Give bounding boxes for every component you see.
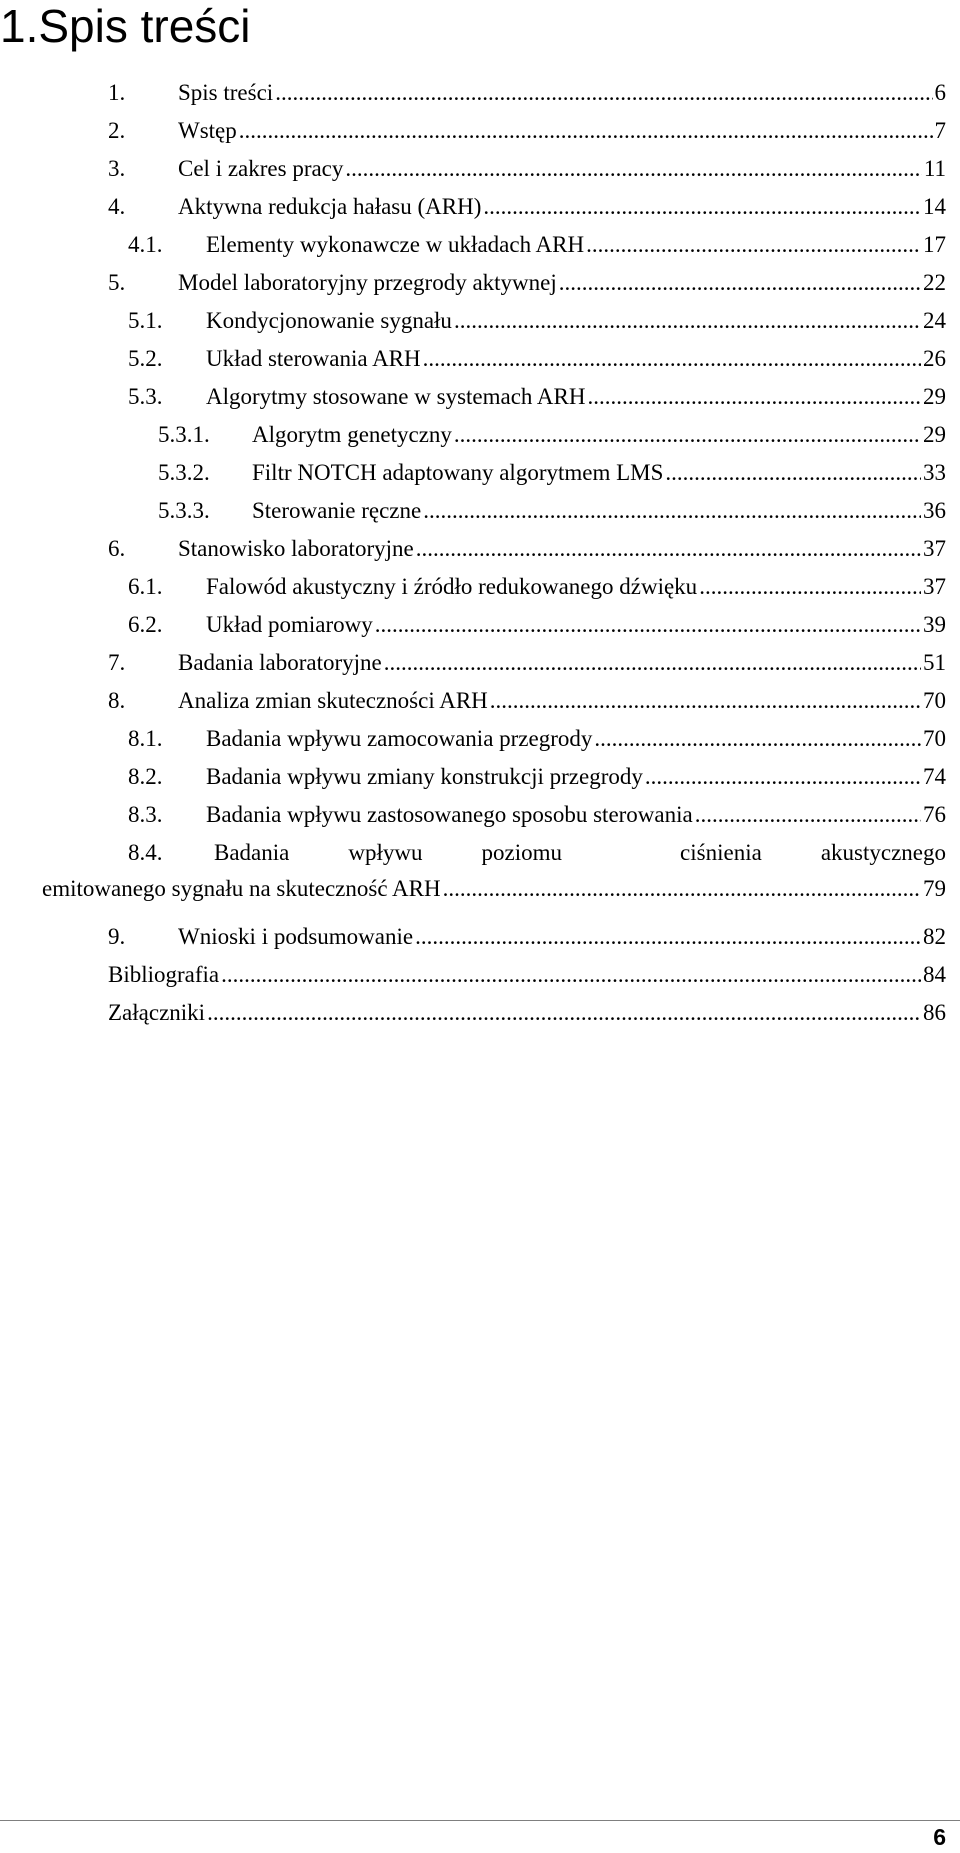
toc-entry-title: Stanowisko laboratoryjne xyxy=(178,536,414,561)
toc-entry-page: 76 xyxy=(923,802,946,827)
toc-entry-number: 8.1. xyxy=(128,726,163,751)
toc-entry-2[interactable] xyxy=(108,113,946,149)
toc-entry-number: 5.2. xyxy=(128,346,163,371)
toc-dot-leader xyxy=(221,957,921,993)
toc-entry-4[interactable] xyxy=(108,189,946,225)
toc-entry-5-3-3[interactable] xyxy=(158,493,946,529)
toc-entry-page: 26 xyxy=(923,346,946,371)
toc-entry-page: 70 xyxy=(923,688,946,713)
toc-entry-page: 14 xyxy=(923,194,946,219)
toc-entry-number: 5.3.1. xyxy=(158,422,210,447)
toc-dot-leader xyxy=(375,607,921,643)
toc-entry-title: Cel i zakres pracy xyxy=(178,156,344,181)
toc-entry-number: 5.3.3. xyxy=(158,498,210,523)
toc-entry-8-1[interactable] xyxy=(128,721,946,757)
toc-entry-word: poziomu xyxy=(481,840,563,865)
toc-entry-3[interactable] xyxy=(108,151,946,187)
toc-dot-leader xyxy=(423,493,921,529)
toc-entry-page: 39 xyxy=(923,612,946,637)
toc-dot-leader xyxy=(345,151,921,187)
toc-entry-8-2[interactable] xyxy=(128,759,946,795)
toc-entry-page: 36 xyxy=(923,498,946,523)
toc-dot-leader xyxy=(665,455,921,491)
toc-entry-title: Załączniki xyxy=(108,1000,206,1025)
toc-entry-6[interactable] xyxy=(108,531,946,567)
toc-entry-5[interactable] xyxy=(108,265,946,301)
toc-entry-number: 1. xyxy=(108,80,126,105)
toc-entry-6-2[interactable] xyxy=(128,607,946,643)
toc-entry-number: 6. xyxy=(108,536,126,561)
toc-entry-8-4[interactable] xyxy=(42,835,946,907)
toc-dot-leader xyxy=(587,379,921,415)
toc-entry-number: 5.1. xyxy=(128,308,163,333)
toc-entry-page: 29 xyxy=(923,422,946,447)
toc-entry-page: 11 xyxy=(923,156,946,181)
toc-entry-page: 82 xyxy=(923,924,946,949)
toc-dot-leader xyxy=(490,683,921,719)
toc-entry-page: 33 xyxy=(923,460,946,485)
toc-entry-number: 4.1. xyxy=(128,232,163,257)
toc-entry-8[interactable] xyxy=(108,683,946,719)
toc-entry-title: Analiza zmian skuteczności ARH xyxy=(178,688,488,713)
toc-entry-title: Badania wpływu zastosowanego sposobu sterowania xyxy=(206,802,693,827)
toc-entry-number: 7. xyxy=(108,650,126,675)
toc-dot-leader xyxy=(423,341,921,377)
toc-dot-leader xyxy=(695,797,921,833)
toc-entry-number: 3. xyxy=(108,156,126,181)
toc-entry-title: Aktywna redukcja hałasu (ARH) xyxy=(178,194,482,219)
toc-entry-number: 8.2. xyxy=(128,764,163,789)
toc-entry-page: 51 xyxy=(923,650,946,675)
toc-entry-title: Wnioski i podsumowanie xyxy=(178,924,414,949)
toc-entry-title: Sterowanie ręczne xyxy=(252,498,422,523)
toc-dot-leader xyxy=(384,645,921,681)
toc-entry-title: Bibliografia xyxy=(108,962,220,987)
toc-dot-leader xyxy=(239,113,933,149)
toc-dot-leader xyxy=(483,189,921,225)
footer-page-number: 6 xyxy=(933,1824,946,1850)
toc-entry-page: 86 xyxy=(923,1000,946,1025)
toc-entry-number: 8.4. xyxy=(128,840,163,865)
toc-entry-title: Elementy wykonawcze w układach ARH xyxy=(206,232,585,257)
toc-entry-title: Badania wpływu zamocowania przegrody xyxy=(206,726,593,751)
toc-dot-leader xyxy=(559,265,921,301)
toc-entry-page: 17 xyxy=(923,232,946,257)
toc-entry-number: 5.3.2. xyxy=(158,460,210,485)
toc-entry-title: Wstęp xyxy=(178,118,237,143)
toc-entry-title: Algorytmy stosowane w systemach ARH xyxy=(206,384,586,409)
toc-entry-first-line xyxy=(42,835,946,871)
toc-entry-number: 9. xyxy=(108,924,126,949)
toc-dot-leader xyxy=(586,227,921,263)
toc-entry-word: Badania xyxy=(214,840,290,865)
toc-entry-title: Model laboratoryjny przegrody aktywnej xyxy=(178,270,557,295)
toc-entry-page: 7 xyxy=(934,118,946,143)
toc-entry-number: 2. xyxy=(108,118,126,143)
toc-entry-number: 8.3. xyxy=(128,802,163,827)
toc-entry-5-2[interactable] xyxy=(128,341,946,377)
toc-entry-bibliografia[interactable] xyxy=(108,957,946,993)
toc-entry-title: Falowód akustyczny i źródło redukowanego dźwięku xyxy=(206,574,698,599)
footer-divider xyxy=(0,1820,960,1821)
toc-entry-page: 84 xyxy=(923,962,946,987)
toc-dot-leader xyxy=(454,303,921,339)
toc-entry-title: Układ sterowania ARH xyxy=(206,346,421,371)
toc-entry-page: 74 xyxy=(923,764,946,789)
toc-entry-title: Badania laboratoryjne xyxy=(178,650,382,675)
toc-entry-6-1[interactable] xyxy=(128,569,946,605)
toc-entry-word: ciśnienia xyxy=(680,840,762,865)
toc-entry-page: 22 xyxy=(923,270,946,295)
toc-entry-title: Badania wpływu zmiany konstrukcji przegrody xyxy=(206,764,643,789)
toc-entry-word: akustycznego xyxy=(820,840,946,865)
toc-entry-title: Filtr NOTCH adaptowany algorytmem LMS xyxy=(252,460,664,485)
toc-dot-leader xyxy=(416,531,921,567)
toc-entry-number: 8. xyxy=(108,688,126,713)
toc-entry-title: Spis treści xyxy=(178,80,274,105)
toc-entry-zalaczniki[interactable] xyxy=(108,995,946,1031)
toc-entry-number: 6.1. xyxy=(128,574,163,599)
toc-entry-title: Kondycjonowanie sygnału xyxy=(206,308,452,333)
toc-entry-page: 6 xyxy=(934,80,946,105)
toc-entry-title: emitowanego sygnału na skuteczność ARH xyxy=(42,876,441,901)
toc-dot-leader xyxy=(594,721,921,757)
toc-entry-9[interactable] xyxy=(108,919,946,955)
toc-entry-page: 24 xyxy=(923,308,946,333)
toc-entry-5-1[interactable] xyxy=(128,303,946,339)
toc-entry-number: 5.3. xyxy=(128,384,163,409)
toc-entry-7[interactable] xyxy=(108,645,946,681)
toc-entry-title: Algorytm genetyczny xyxy=(252,422,452,447)
toc-dot-leader xyxy=(415,919,921,955)
toc-dot-leader xyxy=(443,871,921,907)
toc-entry-5-3[interactable] xyxy=(128,379,946,415)
toc-entry-page: 79 xyxy=(923,876,946,901)
toc-dot-leader xyxy=(275,75,932,111)
toc-entry-title: Układ pomiarowy xyxy=(206,612,373,637)
toc-entry-page: 29 xyxy=(923,384,946,409)
toc-entry-5-3-2[interactable] xyxy=(158,455,946,491)
toc-entry-page: 37 xyxy=(923,574,946,599)
toc-entry-number: 6.2. xyxy=(128,612,163,637)
toc-dot-leader xyxy=(454,417,921,453)
toc-entry-second-line xyxy=(42,871,946,907)
toc-dot-leader xyxy=(207,995,921,1031)
toc-dot-leader xyxy=(699,569,921,605)
toc-entry-number: 5. xyxy=(108,270,126,295)
toc-entry-5-3-1[interactable] xyxy=(158,417,946,453)
toc-entry-page: 70 xyxy=(923,726,946,751)
toc-entry-1[interactable] xyxy=(108,75,946,111)
toc-dot-leader xyxy=(645,759,921,795)
toc-entry-word: wpływu xyxy=(348,840,423,865)
toc-entry-4-1[interactable] xyxy=(128,227,946,263)
toc-entry-page: 37 xyxy=(923,536,946,561)
toc-entry-number: 4. xyxy=(108,194,126,219)
toc-entry-8-3[interactable] xyxy=(128,797,946,833)
page-title: 1.Spis treści xyxy=(0,0,251,52)
